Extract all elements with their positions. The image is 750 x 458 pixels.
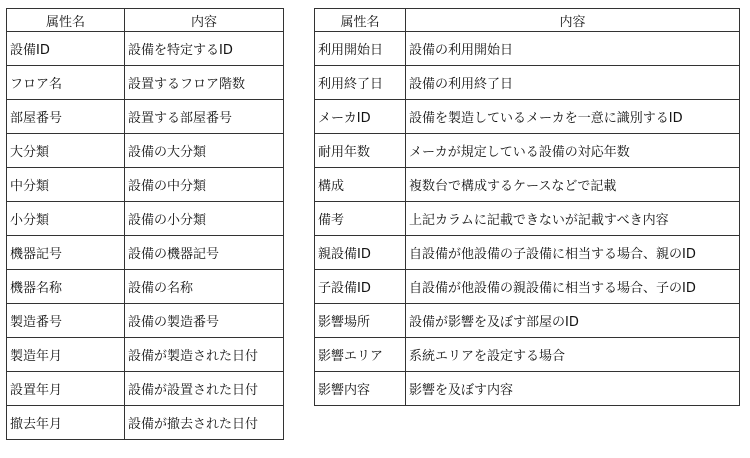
attribute-content-cell: 設備を製造しているメーカを一意に識別するID — [406, 100, 740, 134]
attribute-name-cell: フロア名 — [7, 66, 125, 100]
attribute-content-cell: 設備の小分類 — [125, 202, 284, 236]
attribute-content-cell: 設備の製造番号 — [125, 304, 284, 338]
attribute-name-cell: 大分類 — [7, 134, 125, 168]
attribute-content-cell: 設備が撤去された日付 — [125, 406, 284, 440]
attribute-content-cell: 設備の中分類 — [125, 168, 284, 202]
attribute-content-cell: メーカが規定している設備の対応年数 — [406, 134, 740, 168]
attribute-content-cell: 設備の機器記号 — [125, 236, 284, 270]
attribute-content-cell: 自設備が他設備の子設備に相当する場合、親のID — [406, 236, 740, 270]
table-row — [7, 168, 284, 202]
attribute-name-cell: 機器記号 — [7, 236, 125, 270]
attribute-content-cell: 影響を及ぼす内容 — [406, 372, 740, 406]
attribute-name-cell: 備考 — [315, 202, 406, 236]
table-row — [7, 32, 284, 66]
table-row — [7, 338, 284, 372]
attribute-name-cell: メーカID — [315, 100, 406, 134]
attribute-content-cell: 複数台で構成するケースなどで記載 — [406, 168, 740, 202]
table-row — [7, 100, 284, 134]
attribute-content-cell: 設備の利用開始日 — [406, 32, 740, 66]
attribute-name-cell: 耐用年数 — [315, 134, 406, 168]
table-row — [7, 236, 284, 270]
table-row — [315, 168, 740, 202]
table-row — [7, 372, 284, 406]
attribute-content-cell: 設置するフロア階数 — [125, 66, 284, 100]
table-header-row — [7, 9, 284, 32]
attribute-content-cell: 設備の大分類 — [125, 134, 284, 168]
table-row — [315, 66, 740, 100]
attribute-name-cell: 設置年月 — [7, 372, 125, 406]
attribute-content-cell: 設備の利用終了日 — [406, 66, 740, 100]
table-row — [7, 202, 284, 236]
attribute-content-cell: 系統エリアを設定する場合 — [406, 338, 740, 372]
attribute-name-cell: 製造年月 — [7, 338, 125, 372]
attribute-content-cell: 上記カラムに記載できないが記載すべき内容 — [406, 202, 740, 236]
attribute-content-cell: 自設備が他設備の親設備に相当する場合、子のID — [406, 270, 740, 304]
header-content: 内容 — [125, 9, 284, 32]
header-content: 内容 — [406, 9, 740, 32]
attribute-name-cell: 設備ID — [7, 32, 125, 66]
attribute-name-cell: 親設備ID — [315, 236, 406, 270]
attribute-table-right — [314, 8, 740, 406]
table-row — [7, 304, 284, 338]
attribute-name-cell: 撤去年月 — [7, 406, 125, 440]
attribute-content-cell: 設備の名称 — [125, 270, 284, 304]
attribute-name-cell: 利用開始日 — [315, 32, 406, 66]
attribute-name-cell: 影響場所 — [315, 304, 406, 338]
table-row — [7, 406, 284, 440]
table-row — [315, 32, 740, 66]
table-row — [315, 338, 740, 372]
attribute-name-cell: 小分類 — [7, 202, 125, 236]
table-row — [315, 270, 740, 304]
table-row — [7, 270, 284, 304]
attribute-name-cell: 機器名称 — [7, 270, 125, 304]
table-header-row — [315, 9, 740, 32]
attribute-content-cell: 設備が設置された日付 — [125, 372, 284, 406]
attribute-name-cell: 構成 — [315, 168, 406, 202]
table-row — [315, 100, 740, 134]
table-row — [315, 236, 740, 270]
header-attribute-name: 属性名 — [7, 9, 125, 32]
table-row — [315, 134, 740, 168]
table-row — [7, 66, 284, 100]
table-row — [7, 134, 284, 168]
table-row — [315, 202, 740, 236]
attribute-content-cell: 設備が製造された日付 — [125, 338, 284, 372]
attribute-table-left — [6, 8, 284, 440]
attribute-content-cell: 設置する部屋番号 — [125, 100, 284, 134]
attribute-content-cell: 設備が影響を及ぼす部屋のID — [406, 304, 740, 338]
header-attribute-name: 属性名 — [315, 9, 406, 32]
attribute-name-cell: 製造番号 — [7, 304, 125, 338]
table-row — [315, 372, 740, 406]
table-row — [315, 304, 740, 338]
attribute-name-cell: 子設備ID — [315, 270, 406, 304]
attribute-name-cell: 影響内容 — [315, 372, 406, 406]
attribute-name-cell: 影響エリア — [315, 338, 406, 372]
attribute-content-cell: 設備を特定するID — [125, 32, 284, 66]
attribute-name-cell: 利用終了日 — [315, 66, 406, 100]
attribute-name-cell: 中分類 — [7, 168, 125, 202]
attribute-name-cell: 部屋番号 — [7, 100, 125, 134]
